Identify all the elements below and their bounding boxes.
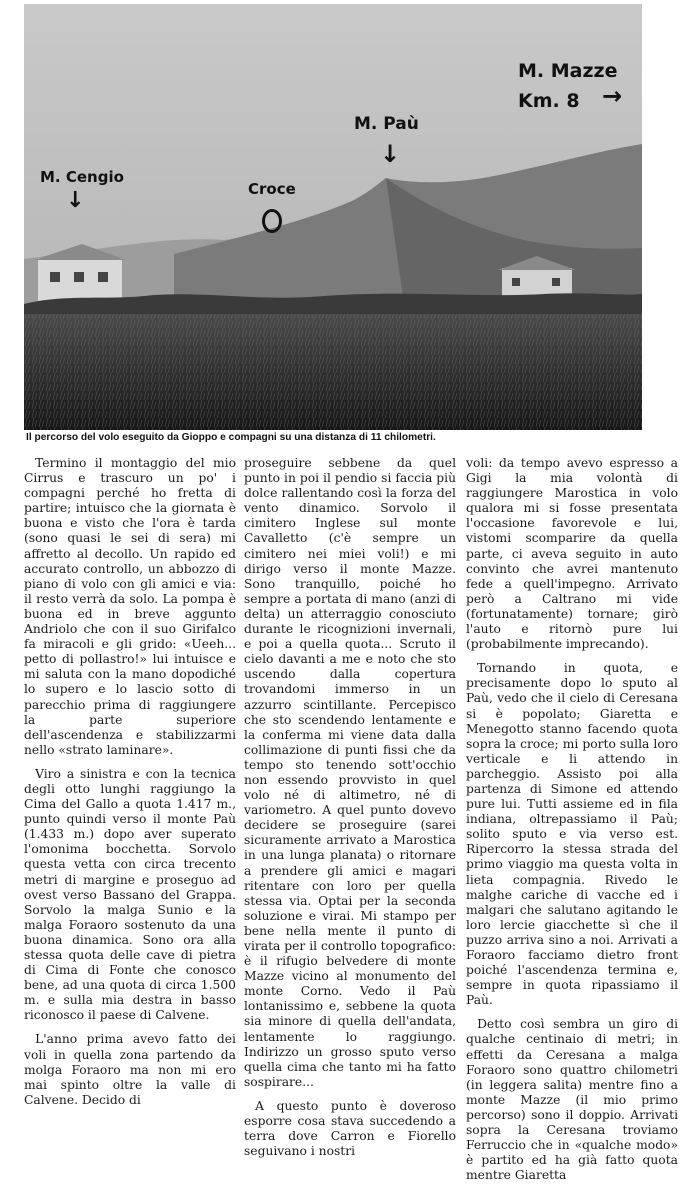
- label-km-8: Km. 8: [518, 90, 580, 112]
- arrow-down-icon: ↓: [380, 140, 401, 168]
- text-column-3: [466, 456, 678, 1192]
- paragraph: Detto così sembra un giro di qualche centinaio di metri; in effetti da Ceresana a malga Foraoro sono quattro chilometri (in leggera salita) mentre fino a monte Mazze (il mio primo percorso) sono il doppio. Arrivati sopra la Ceresana troviamo Ferruccio che in «qualche modo» è partito ed ha già fatto quota mentre Giaretta: [466, 1017, 678, 1183]
- photo-caption: Il percorso del volo eseguito da Gioppo e compagni su una distanza di 11 chilometri.: [26, 432, 436, 443]
- paragraph: Tornando in quota, e precisamente dopo lo sputo al Paù, vedo che il cielo di Ceresana si è popolato; Giaretta e Menegotto stanno facendo quota sopra la croce; mi porto sulla loro verticale e li attendo in parcheggio. Assisto poi alla partenza di Simone ed attendo pure lui. Tutti assieme ed in fila indiana, oltrepassiamo il Paù; solito sputo e via verso est. Ripercorro la stessa strada del primo viaggio ma questa volta in lieta compagnia. Rivedo le malghe cariche di vacche ed i malgari che salutano agitando le loro lercie giacchette sì che il puzzo arriva sino a noi. Arrivati a Foraoro facciamo dietro front poiché l'ascendenza termina e, sempre in quota ripassiamo il Paù.: [466, 661, 678, 1008]
- label-m-pau: M. Paù: [354, 114, 419, 134]
- paragraph: L'anno prima avevo fatto dei voli in quella zona partendo da molga Foraoro ma non mi ero mai spinto oltre la valle di Calvene. Decido di: [24, 1032, 236, 1107]
- arrow-right-icon: →: [602, 82, 623, 110]
- paragraph: voli: da tempo avevo espresso a Gigi la mia volontà di raggiungere Marostica in volo qualora mi si fosse presentata l'occasione favorevole e lui, vistomi scomparire da quella parte, ci aveva seguito in auto convinto che avrei mantenuto fede a quell'impegno. Arrivato però a Caltrano mi vide (fortunatamente) tornare; girò l'auto e ritornò pure lui (probabilmente imprecando).: [466, 456, 678, 652]
- label-m-mazze: M. Mazze: [518, 60, 618, 82]
- paragraph: A questo punto è doveroso esporre cosa stava succedendo a terra dove Carron e Fiorello seguivano i nostri: [244, 1098, 456, 1159]
- paragraph: Viro a sinistra e con la tecnica degli otto lunghi raggiungo la Cima del Gallo a quota 1.417 m., punto quindi verso il monte Paù (1.433 m.) dopo aver superato l'omonima bocchetta. Sorvolo questa vetta con circa trecento metri di margine e proseguo ad ovest verso Bassano del Grappa. Sorvolo la malga Sunio e la malga Foraoro sostenuto da una buona dinamica. Sono ora alla stessa quota delle cave di pietra di Cima di Fonte che conosco bene, ad una quota di circa 1.500 m. e sulla mia destra in basso riconosco il paese di Calvene.: [24, 766, 236, 1023]
- text-column-2: [244, 456, 456, 1168]
- paragraph: Termino il montaggio del mio Cirrus e trascuro un po' i compagni perché ho fretta di partire; intuisco che la giornata è buona e visto che l'ora è tarda (sono quasi le sei di sera) mi affretto al decollo. Un rapido ed accurato controllo, un abbozzo di piano di volo con gli amici e via: il resto verrà da solo. La pompa è buona ed in breve aggunto Andriolo che con il suo Girifalco fa miracoli e gli grido: «Ueeh... petto di pollastro!» lui intuisce e mi saluta con la mano dopodiché lo supero e lo lascio sotto di parecchio prima di raggiungere la parte superiore dell'ascendenza e stabilizzarmi nello «strato laminare».: [24, 456, 236, 757]
- landscape-photo: [24, 4, 642, 430]
- paragraph: proseguire sebbene da quel punto in poi il pendio si faccia più dolce rallentando così la forza del vento dinamico. Sorvolo il cimitero Inglese sul monte Cavalletto (c'è sempre un cimitero nei miei voli!) e mi dirigo verso il monte Mazze. Sono tranquillo, poiché ho sempre a portata di mano (anzi di delta) un atterraggio conosciuto durante le ricognizioni invernali, e poi a quella quota... Scruto il cielo davanti a me e noto che sto uscendo dalla copertura trovandomi immerso in un azzurro scintillante. Percepisco che sto scendendo lentamente e la conferma mi viene data dalla collimazione di punti fissi che da tempo sto tenendo sott'occhio non essendo provvisto in quel volo né di altimetro, né di variometro. A quel punto dovevo decidere se proseguire (sarei sicuramente arrivato a Marostica in una lunga planata) o ritornare a prendere gli amici e magari ritentare con loro per quella stessa via. Optai per la seconda soluzione e virai. Mi stampo per bene nella mente il punto di virata per il controllo topografico: è il rifugio belvedere di monte Mazze vicino al monumento del monte Corno. Vedo il Paù lontanissimo e, sebbene la quota sia minore di quella dell'andata, lentamente lo raggiungo. Indirizzo un grosso sputo verso quella cima che tanto mi ha fatto sospirare...: [244, 456, 456, 1089]
- text-column-1: [24, 456, 236, 1117]
- circle-marker-icon: [262, 209, 282, 233]
- arrow-down-icon: ↓: [66, 188, 85, 213]
- label-croce: Croce: [248, 180, 296, 198]
- label-m-cengio: M. Cengio: [40, 168, 124, 186]
